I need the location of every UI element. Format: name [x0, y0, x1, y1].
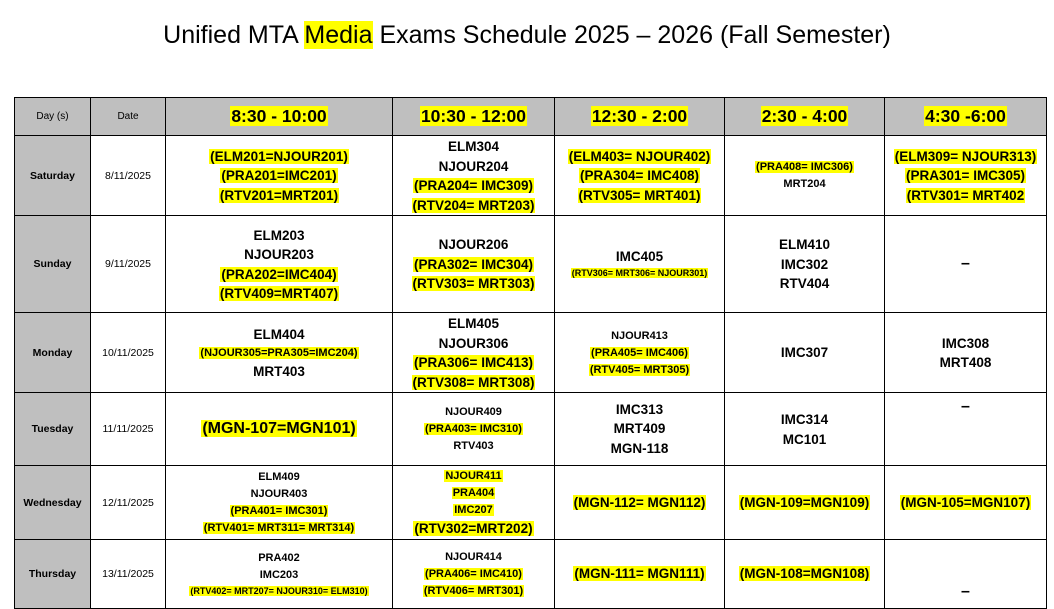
- exam-cell: [885, 216, 1047, 313]
- course-entry: [166, 418, 392, 440]
- course-code: IMC405: [615, 248, 664, 264]
- course-code: (MGN-107=MGN101): [202, 420, 356, 437]
- course-entry: [393, 566, 554, 583]
- course-entry: [393, 314, 554, 334]
- exam-cell: [555, 540, 725, 609]
- course-entry: [393, 519, 554, 539]
- course-code: (MGN-111= MGN111): [574, 566, 705, 582]
- schedule-row: [15, 313, 1047, 393]
- course-code: (RTV204= MRT203): [412, 197, 535, 213]
- course-code: (PRA403= IMC310): [425, 423, 522, 435]
- course-entry: [393, 255, 554, 275]
- course-code: NJOUR203: [244, 247, 314, 262]
- exam-cell: [885, 540, 1047, 609]
- course-entry: [166, 362, 392, 382]
- course-code: (PRA202=IMC404): [221, 266, 337, 282]
- course-code: (MGN-108=MGN108): [739, 566, 870, 582]
- header-day: Day (s): [15, 98, 91, 136]
- course-entry: [555, 400, 724, 420]
- slot-label: 12:30 - 2:00: [591, 106, 688, 126]
- empty-slot-dash: [885, 582, 1046, 602]
- exam-cell: [725, 540, 885, 609]
- course-entry: [393, 421, 554, 438]
- course-entry: [885, 186, 1046, 206]
- exam-cell: [885, 313, 1047, 393]
- course-code: MRT403: [253, 363, 305, 379]
- course-code: NJOUR411: [445, 469, 502, 482]
- title-end: Exams Schedule 2025 – 2026 (Fall Semester): [372, 21, 891, 49]
- course-code: IMC314: [780, 412, 829, 427]
- exam-cell: [725, 313, 885, 393]
- course-entry: [166, 550, 392, 567]
- course-code: NJOUR409: [445, 406, 502, 418]
- course-entry: [555, 328, 724, 345]
- course-code: MRT408: [939, 355, 992, 370]
- course-entry: [166, 147, 392, 167]
- exam-cell: [725, 393, 885, 466]
- exam-cell: [555, 313, 725, 393]
- course-code: NJOUR414: [445, 551, 502, 563]
- page-title: [0, 18, 1054, 52]
- date-cell: 8/11/2025: [91, 136, 166, 216]
- exam-cell: [725, 136, 885, 216]
- date-cell: 13/11/2025: [91, 540, 166, 609]
- course-entry: [725, 343, 884, 363]
- course-entry: [555, 345, 724, 362]
- date-cell: 9/11/2025: [91, 216, 166, 313]
- course-code: (PRA304= IMC408): [580, 168, 699, 184]
- course-code: –: [961, 255, 970, 272]
- course-code: (ELM309= NJOUR313): [894, 148, 1037, 164]
- course-entry: [885, 166, 1046, 186]
- course-code: ELM410: [778, 237, 831, 253]
- course-entry: [725, 564, 884, 584]
- exam-cell: [393, 216, 555, 313]
- course-entry: [725, 493, 884, 513]
- course-code: (PRA302= IMC304): [414, 256, 533, 272]
- exam-cell: [166, 216, 393, 313]
- course-code: PRA402: [258, 552, 300, 564]
- course-code: –: [961, 583, 970, 600]
- course-entry: [166, 520, 392, 537]
- course-entry: [725, 274, 884, 294]
- course-entry: [166, 584, 392, 599]
- course-entry: [166, 186, 392, 206]
- course-code: (RTV302=MRT202): [414, 520, 533, 536]
- exam-cell: [166, 136, 393, 216]
- course-entry: [555, 147, 724, 167]
- date-cell: 12/11/2025: [91, 466, 166, 540]
- course-entry: [393, 334, 554, 354]
- slot-label: 8:30 - 10:00: [231, 106, 327, 126]
- course-entry: [555, 166, 724, 186]
- course-entry: [393, 274, 554, 294]
- course-code: IMC308: [941, 335, 990, 351]
- course-entry: [725, 430, 884, 450]
- header-slot-5: [885, 98, 1047, 136]
- course-entry: [555, 493, 724, 513]
- course-code: MGN-118: [610, 440, 669, 456]
- course-code: MRT409: [613, 421, 666, 437]
- course-code: IMC203: [259, 569, 299, 581]
- course-code: NJOUR206: [438, 237, 509, 253]
- day-cell: Thursday: [15, 540, 91, 609]
- course-entry: [166, 567, 392, 584]
- course-entry: [393, 485, 554, 502]
- course-code: (RTV401= MRT311= MRT314): [203, 522, 355, 534]
- course-entry: [393, 196, 554, 216]
- course-entry: [166, 469, 392, 486]
- course-code: (PRA408= IMC306): [756, 161, 853, 173]
- course-entry: [555, 247, 724, 267]
- header-slot-4: [725, 98, 885, 136]
- course-entry: [725, 176, 884, 193]
- course-entry: [885, 353, 1046, 373]
- day-cell: Wednesday: [15, 466, 91, 540]
- course-code: (PRA201=IMC201): [221, 168, 337, 184]
- header-row: [15, 98, 1047, 136]
- exam-cell: [555, 216, 725, 313]
- course-code: (PRA306= IMC413): [414, 355, 533, 370]
- course-code: (MGN-112= MGN112): [573, 494, 706, 510]
- exam-cell: [393, 540, 555, 609]
- course-entry: [393, 157, 554, 177]
- course-entry: [555, 419, 724, 439]
- course-code: IMC207: [454, 503, 493, 516]
- course-code: MC101: [782, 431, 827, 447]
- course-code: (PRA204= IMC309): [414, 178, 533, 193]
- course-code: NJOUR204: [438, 158, 509, 174]
- exam-cell: [393, 313, 555, 393]
- course-code: (PRA406= IMC410): [425, 568, 522, 580]
- schedule-row: [15, 466, 1047, 540]
- course-code: ELM409: [258, 471, 300, 483]
- title-start: Unified MTA: [163, 21, 305, 49]
- day-cell: Sunday: [15, 216, 91, 313]
- course-entry: [393, 468, 554, 485]
- course-entry: [393, 502, 554, 519]
- course-code: (PRA301= IMC305): [906, 168, 1025, 184]
- title-highlight: Media: [304, 21, 373, 49]
- course-entry: [885, 147, 1046, 167]
- course-entry: [393, 176, 554, 196]
- course-entry: [725, 235, 884, 255]
- exam-cell: [166, 466, 393, 540]
- schedule-row: [15, 393, 1047, 466]
- exam-cell: [166, 393, 393, 466]
- course-code: (PRA401= IMC301): [230, 505, 328, 517]
- course-code: NJOUR403: [250, 488, 308, 500]
- exam-cell: [393, 393, 555, 466]
- course-entry: [555, 186, 724, 206]
- exam-cell: [393, 466, 555, 540]
- course-code: RTV404: [779, 276, 830, 292]
- course-code: (MGN-109=MGN109): [739, 494, 870, 510]
- empty-slot-dash: [885, 254, 1046, 274]
- course-code: ELM304: [447, 139, 500, 154]
- course-code: (RTV409=MRT407): [219, 286, 339, 301]
- exam-cell: [725, 466, 885, 540]
- course-entry: [393, 583, 554, 600]
- course-code: PRA404: [452, 486, 495, 499]
- course-entry: [555, 564, 724, 584]
- header-date: Date: [91, 98, 166, 136]
- course-entry: [725, 255, 884, 275]
- course-entry: [393, 353, 554, 373]
- course-entry: [393, 549, 554, 566]
- date-cell: 11/11/2025: [91, 393, 166, 466]
- exam-cell: [555, 466, 725, 540]
- exam-cell: [166, 313, 393, 393]
- exam-cell: [166, 540, 393, 609]
- course-code: (RTV305= MRT401): [578, 187, 701, 203]
- course-code: (ELM201=NJOUR201): [210, 148, 348, 164]
- course-code: (RTV201=MRT201): [219, 187, 339, 203]
- course-entry: [725, 159, 884, 176]
- course-entry: [166, 245, 392, 265]
- course-entry: [166, 226, 392, 246]
- course-entry: [885, 334, 1046, 354]
- course-code: (NJOUR305=PRA305=IMC204): [200, 346, 358, 359]
- course-code: (PRA405= IMC406): [591, 346, 688, 359]
- slot-label: 4:30 -6:00: [925, 106, 1006, 126]
- course-entry: [166, 265, 392, 285]
- course-code: (RTV303= MRT303): [412, 276, 535, 292]
- course-entry: [166, 503, 392, 520]
- date-cell: 10/11/2025: [91, 313, 166, 393]
- slot-label: 10:30 - 12:00: [420, 106, 527, 126]
- course-entry: [555, 362, 724, 379]
- exam-cell: [555, 136, 725, 216]
- exam-cell: [885, 393, 1047, 466]
- header-slot-1: [166, 98, 393, 136]
- course-entry: [885, 493, 1046, 513]
- course-entry: [393, 235, 554, 255]
- day-cell: Tuesday: [15, 393, 91, 466]
- exam-cell: [393, 136, 555, 216]
- course-code: –: [961, 398, 970, 415]
- exam-schedule-table: [14, 97, 1047, 609]
- day-cell: Saturday: [15, 136, 91, 216]
- course-code: MRT204: [783, 178, 826, 190]
- course-entry: [393, 373, 554, 393]
- course-entry: [555, 266, 724, 281]
- course-code: IMC313: [615, 401, 664, 417]
- course-code: IMC307: [780, 344, 829, 360]
- course-code: (MGN-105=MGN107): [900, 494, 1031, 510]
- exam-cell: [885, 136, 1047, 216]
- course-code: (RTV306= MRT306= NJOUR301): [571, 268, 708, 279]
- header-slot-2: [393, 98, 555, 136]
- course-code: ELM203: [253, 227, 305, 243]
- course-entry: [393, 137, 554, 157]
- course-code: (ELM403= NJOUR402): [568, 148, 711, 164]
- course-entry: [166, 325, 392, 345]
- course-code: RTV403: [453, 440, 494, 452]
- course-code: NJOUR306: [438, 335, 509, 351]
- course-entry: [166, 345, 392, 362]
- schedule-row: [15, 216, 1047, 313]
- course-entry: [555, 439, 724, 459]
- schedule-row: [15, 136, 1047, 216]
- course-entry: [393, 438, 554, 455]
- course-code: (RTV402= MRT207= NJOUR310= ELM310): [190, 586, 368, 596]
- course-entry: [166, 284, 392, 304]
- schedule-row: [15, 540, 1047, 609]
- course-code: (RTV301= MRT402: [906, 187, 1025, 203]
- day-cell: Monday: [15, 313, 91, 393]
- course-entry: [166, 486, 392, 503]
- exam-cell: [555, 393, 725, 466]
- course-entry: [725, 410, 884, 430]
- exam-cell: [885, 466, 1047, 540]
- course-code: (RTV308= MRT308): [412, 374, 535, 390]
- slot-label: 2:30 - 4:00: [761, 106, 848, 126]
- header-slot-3: [555, 98, 725, 136]
- empty-slot-dash: [885, 397, 1046, 417]
- course-code: (RTV406= MRT301): [423, 585, 524, 597]
- course-code: NJOUR413: [611, 329, 668, 342]
- course-code: IMC302: [780, 256, 829, 272]
- course-code: (RTV405= MRT305): [589, 363, 690, 376]
- course-code: ELM405: [447, 316, 500, 331]
- course-entry: [393, 404, 554, 421]
- course-entry: [166, 166, 392, 186]
- exam-cell: [725, 216, 885, 313]
- course-code: ELM404: [253, 327, 305, 342]
